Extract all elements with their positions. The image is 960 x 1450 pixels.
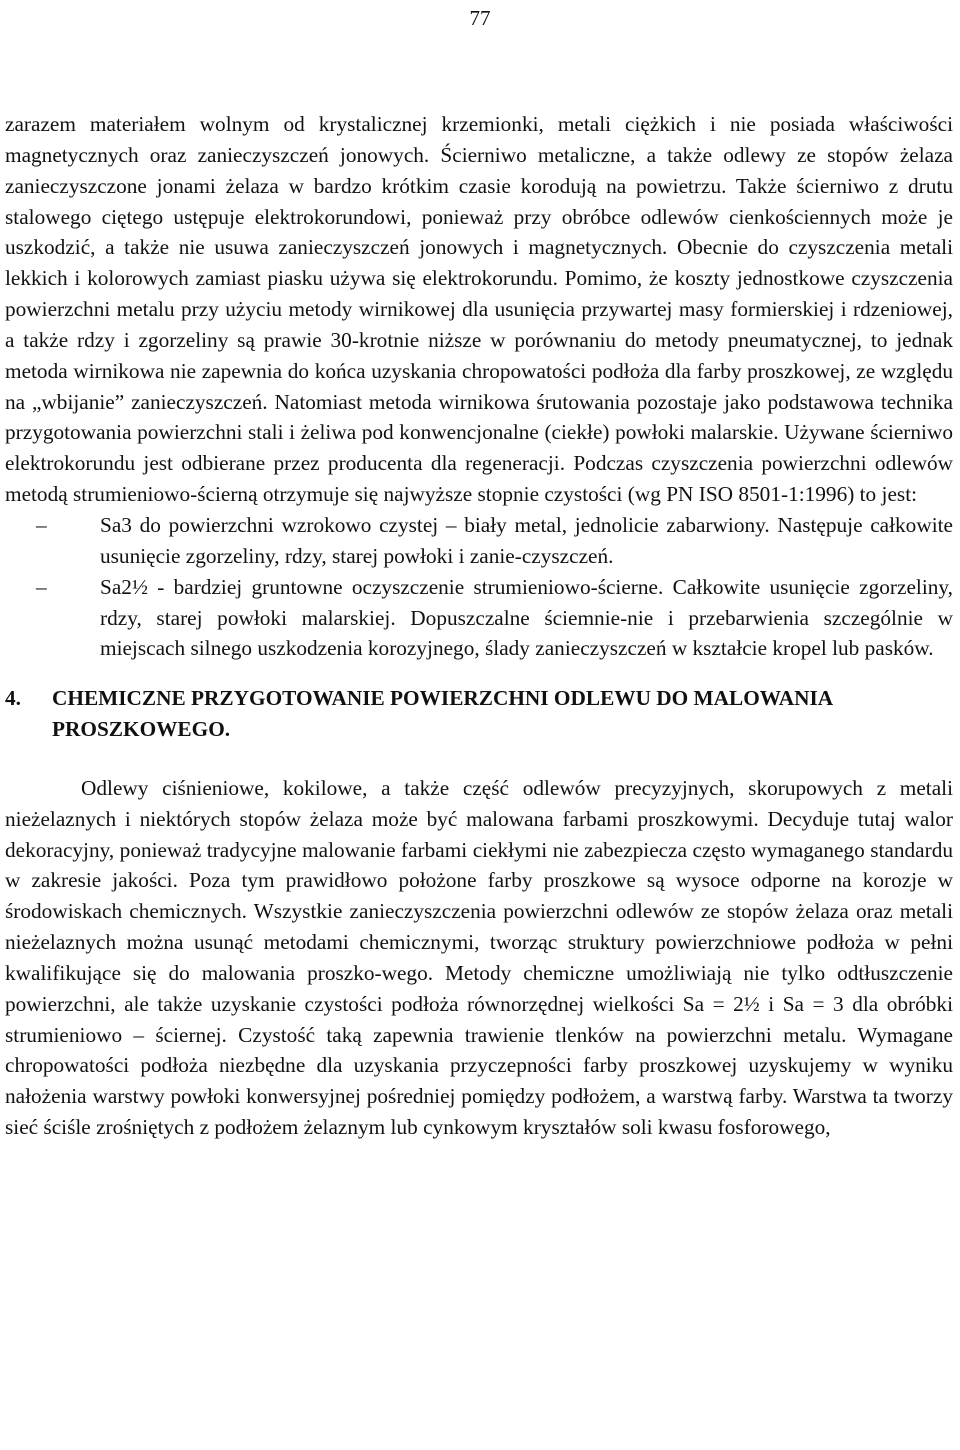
section-title: CHEMICZNE PRZYGOTOWANIE POWIERZCHNI ODLEWU DO MALOWANIA PROSZKOWEGO. (52, 686, 832, 742)
paragraph-2: Odlewy ciśnieniowe, kokilowe, a także część odlewów precyzyjnych, skorupowych z metali nieżelaznych i niektórych stopów żelaza może być malowana farbami proszkowymi. Decyduje tutaj walor dekoracyjny, ponieważ tradycyjne malowanie farbami ciekłymi nie zabezpiecza często wymaganego standardu w zakresie jakości. Poza tym prawidłowo położone farby proszkowe są wysoce odporne na korozje w środowiskach chemicznych. Wszystkie zanieczyszczenia powierzchni odlewów ze stopów żelaza oraz metali nieżelaznych można usunąć metodami chemicznymi, tworząc struktury powierzchniowe podłoża w pełni kwalifikujące się do malowania proszko-wego. Metody chemiczne umożliwiają nie tylko odtłuszczenie powierzchni, ale także uzyskanie czystości podłoża równorzędnej wielkości Sa = 2½ i Sa = 3 dla obróbki strumieniowo – ściernej. Czystość taką zapewnia trawienie tlenków na powierzchni metalu. Wymagane chropowatości podłoża niezbędne dla uzyskania przyczepności farby proszkowej uzyskujemy w wyniku nałożenia warstwy powłoki konwersyjnej pośredniej pomiędzy podłożem, a warstwą farby. Warstwa ta tworzy sieć ściśle zrośniętych z podłożem żelaznym lub cynkowym kryształów soli kwasu fosforowego, (5, 775, 953, 1140)
dash-bullet: – (36, 574, 47, 599)
list-item-text: Sa2½ - bardziej gruntowne oczyszczenie strumieniowo-ścierne. Całkowite usunięcie zgorzeliny, rdzy, starej powłoki malarskiej. Dopuszczalne ściemnie-nie i przebarwienia szczególnie w miejscach silnego uszkodzenia korozyjnego, ślady zanieczyszczeń w kształcie kropel lub pasków. (100, 574, 953, 661)
list-item (5, 510, 953, 572)
page-number: 77 (469, 6, 491, 30)
list-item-text: Sa3 do powierzchni wzrokowo czystej – biały metal, jednolicie zabarwiony. Następuje całkowite usunięcie zgorzeliny, rdzy, starej powłoki i zanie-czyszczeń. (100, 512, 953, 568)
section-number: 4. (5, 686, 21, 711)
list-item (5, 572, 953, 665)
dash-list (5, 510, 953, 664)
page-body (5, 109, 953, 1143)
paragraph-1: zarazem materiałem wolnym od krystalicznej krzemionki, metali ciężkich i nie posiada właściwości magnetycznych oraz zanieczyszczeń jonowych. Ścierniwo metaliczne, a także odlewy ze stopów żelaza zanieczyszczone jonami żelaza w bardzo krótkim czasie korodują na powietrzu. Także ścierniwo z drutu stalowego ciętego ustępuje elektrokorundowi, ponieważ przy obróbce odlewów cienkościennych może je uszkodzić, a także nie usuwa zanieczyszczeń jonowych i magnetycznych. Obecnie do czyszczenia metali lekkich i kolorowych zamiast piasku używa się elektrokorundu. Pomimo, że koszty jednostkowe czyszczenia powierzchni metalu przy użyciu metody wirnikowej dla usunięcia przywartej masy formierskiej i rdzeniowej, a także rdzy i zgorzeliny są prawie 30-krotnie niższe w porównaniu do metody pneumatycznej, to jednak metoda wirnikowa nie zapewnia do końca uzyskania chropowatości podłoża dla farby proszkowej, ze względu na „wbijanie” zanieczyszczeń. Natomiast metoda wirnikowa śrutowania pozostaje jako podstawowa technika przygotowania powierzchni stali i żeliwa pod konwencjonalne (ciekłe) powłoki malarskie. Używane ścierniwo elektrokorundu jest odbierane przez producenta dla regeneracji. Podczas czyszczenia powierzchni odlewów metodą strumieniowo-ścierną otrzymuje się najwyższe stopnie czystości (wg PN ISO 8501-1:1996) to jest: (5, 112, 953, 507)
dash-bullet: – (36, 512, 47, 537)
section-heading (5, 683, 953, 745)
